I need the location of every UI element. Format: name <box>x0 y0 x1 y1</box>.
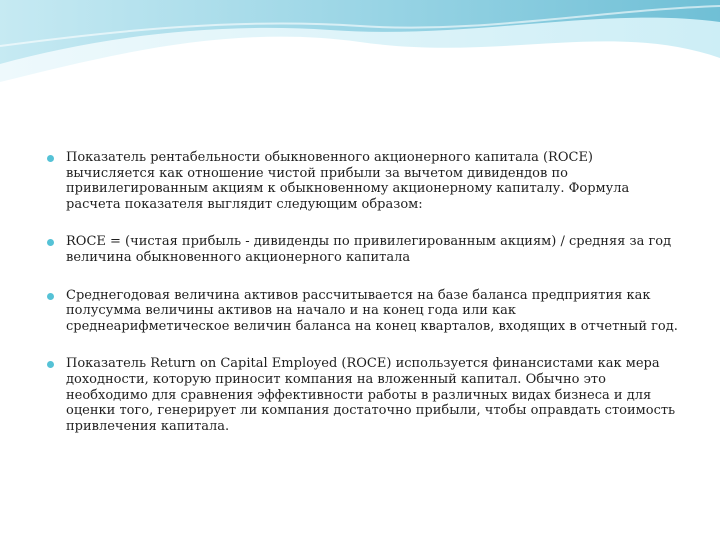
header-wave-decoration <box>0 0 720 90</box>
bullet-dot-icon <box>47 155 54 162</box>
bullet-item-average-assets <box>44 288 680 335</box>
bullet-text: Показатель рентабельности обыкновенного акционерного капитала (ROCE) вычисляется как отношение чистой прибыли за вычетом дивидендов по привилегированным акциям к обыкновенному акционерному капиталу. Формула расчета показателя выглядит следующим образом: <box>66 150 630 212</box>
bullet-text: Среднегодовая величина активов рассчитывается на базе баланса предприятия как полусумма величины активов на начало и на конец года или как среднеарифметическое величин баланса на конец кварталов, входящих в отчетный год. <box>66 287 678 334</box>
bullet-dot-icon <box>47 361 54 368</box>
bullet-item-roce-usage <box>44 356 680 434</box>
bullet-item-roce-formula <box>44 234 680 265</box>
bullet-dot-icon <box>47 239 54 246</box>
bullet-item-roce-definition <box>44 150 680 212</box>
slide-bullet-list <box>44 150 680 456</box>
bullet-text: ROCE = (чистая прибыль - дивиденды по привилегированным акциям) / средняя за год величина обыкновенного акционерного капитала <box>66 234 672 265</box>
bullet-dot-icon <box>47 293 54 300</box>
bullet-text: Показатель Return on Capital Employed (ROCE) используется финансистами как мера доходности, которую приносит компания на вложенный капитал. Обычно это необходимо для сравнения эффективности работы в различных видах бизнеса и для оценки того, генерирует ли компания достаточно прибыли, чтобы оправдать стоимость привлечения капитала. <box>66 356 676 434</box>
